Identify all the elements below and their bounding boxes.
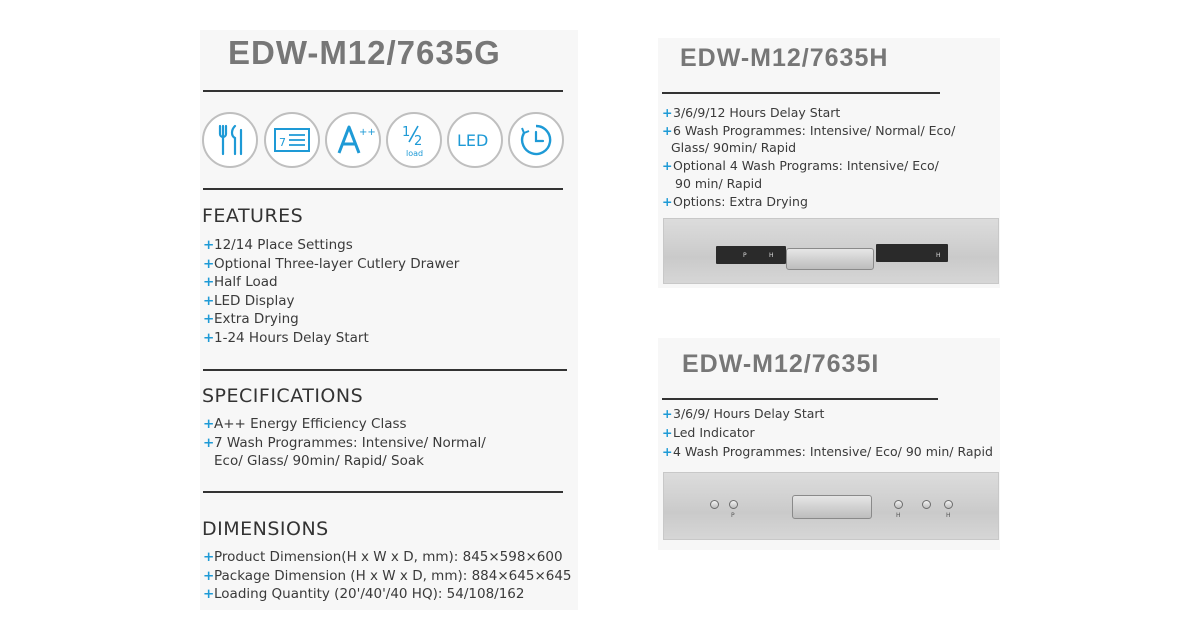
cutlery-drawer-icon: [264, 112, 320, 168]
energy-class-icon: [325, 112, 381, 168]
list-item: + Optional 4 Wash Programs: Intensive/ Eco/: [662, 158, 939, 174]
list-item: + LED Display: [203, 292, 459, 311]
list-item: + Led Indicator: [662, 424, 755, 440]
list-item: + 7 Wash Programmes: Intensive/ Normal/: [203, 434, 486, 453]
list-item: + Half Load: [203, 273, 459, 292]
list-item: + 3/6/9/12 Hours Delay Start: [662, 105, 841, 120]
svg-text:1: 1: [402, 125, 411, 140]
model-title-h: EDW-M12/7635H: [680, 44, 889, 72]
specifications-heading: SPECIFICATIONS: [202, 385, 364, 407]
list-item: + 3/6/9/ Hours Delay Start: [662, 406, 825, 421]
features-heading: FEATURES: [202, 205, 304, 227]
panel-button: [710, 500, 719, 509]
list-item: + 12/14 Place Settings: [203, 236, 459, 255]
divider: [203, 188, 563, 190]
panel-label: H: [946, 512, 951, 519]
list-item: + 4 Wash Programmes: Intensive/ Eco/ 90 min/ Rapid: [662, 443, 993, 459]
list-item: + 6 Wash Programmes: Intensive/ Normal/ Eco/: [662, 122, 956, 138]
divider: [662, 92, 940, 94]
divider: [203, 369, 567, 371]
features-list: [203, 236, 459, 348]
specifications-list: [203, 415, 486, 452]
control-strip-left: [716, 246, 786, 264]
panel-label: P: [731, 512, 735, 519]
model-title-i: EDW-M12/7635I: [682, 350, 880, 378]
panel-button: [729, 500, 738, 509]
svg-text:LED: LED: [457, 131, 489, 150]
list-item-continuation: Glass/ 90min/ Rapid: [671, 140, 797, 156]
dimensions-list: [203, 548, 572, 604]
model-title-g: EDW-M12/7635G: [228, 34, 501, 71]
dimensions-heading: DIMENSIONS: [202, 518, 329, 540]
divider: [662, 398, 938, 400]
led-icon: [447, 112, 503, 168]
panel-label: P: [743, 252, 747, 259]
control-panel-image-i: [663, 472, 999, 540]
list-item: + Extra Drying: [203, 310, 459, 329]
list-item: + 1-24 Hours Delay Start: [203, 329, 459, 348]
divider: [203, 90, 563, 92]
panel-button: [894, 500, 903, 509]
delay-timer-icon: [508, 112, 564, 168]
svg-text:7: 7: [279, 136, 286, 149]
divider: [203, 491, 563, 493]
list-item: + Loading Quantity (20'/40'/40 HQ): 54/108/162: [203, 585, 572, 604]
panel-label: H: [936, 252, 941, 259]
svg-text:2: 2: [414, 134, 423, 149]
svg-text:load: load: [406, 149, 424, 158]
door-handle: [792, 495, 872, 519]
panel-button: [922, 500, 931, 509]
door-handle: [786, 248, 874, 270]
list-item: + Package Dimension (H x W x D, mm): 884×645×645: [203, 567, 572, 586]
list-item: + A++ Energy Efficiency Class: [203, 415, 486, 434]
panel-label: H: [896, 512, 901, 519]
list-item: + Optional Three-layer Cutlery Drawer: [203, 255, 459, 274]
list-item-continuation: 90 min/ Rapid: [675, 175, 763, 191]
half-load-icon: [386, 112, 442, 168]
model-i-features: [662, 405, 993, 461]
list-item: + Options: Extra Drying: [662, 193, 808, 209]
list-item: + Product Dimension(H x W x D, mm): 845×598×600: [203, 548, 572, 567]
model-h-features: [662, 104, 955, 210]
panel-label: H: [769, 252, 774, 259]
svg-text:++: ++: [359, 127, 376, 138]
panel-button: [944, 500, 953, 509]
control-panel-image-h: [663, 218, 999, 284]
cutlery-icon: [202, 112, 258, 168]
specifications-continuation: Eco/ Glass/ 90min/ Rapid/ Soak: [214, 453, 424, 469]
